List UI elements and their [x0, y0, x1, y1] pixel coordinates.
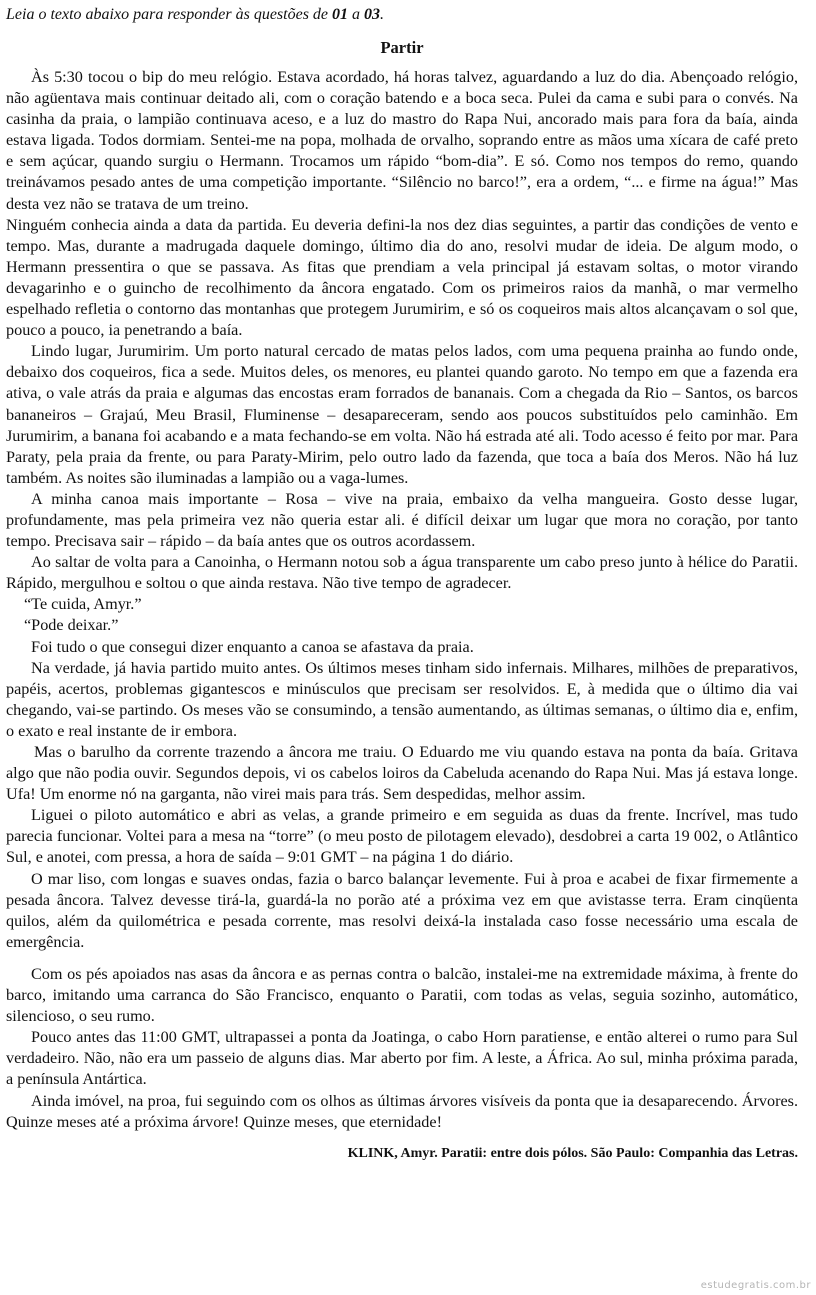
site-watermark: estudegratis.com.br [700, 1280, 811, 1291]
paragraph: Ninguém conhecia ainda a data da partida. Eu deveria defini-la nos dez dias seguintes, a partir das condições de vento e tempo. Mas, durante a madrugada daquele domingo, último dia do ano, resolvi mudar de ideia. De algum modo, o Hermann pressentira o que se passava. As fitas que prendiam a vela principal já estavam soltas, o motor virando devagarinho e o guincho de recolhimento da âncora engatado. Com os primeiros raios da manhã, o mar vermelho espelhado refletia o contorno das montanhas que protegem Jurumirim, e só os coqueiros mais altos alcançavam o sol que, pouco a pouco, ia penetrando a baía. [6, 215, 798, 340]
instruction-prefix: Leia o texto abaixo para responder às questões de [6, 6, 333, 23]
paragraph: A minha canoa mais importante – Rosa – vive na praia, embaixo da velha mangueira. Gosto desse lugar, profundamente, mas pela primeira vez não queria estar ali. é difícil deixar um lugar que mora no coração, por tanto tempo. Precisava sair – rápido – da baía antes que os outros acordassem. [6, 489, 798, 551]
instruction-question-from: 01 [332, 6, 349, 23]
dialogue-line: “Te cuida, Amyr.” [24, 595, 142, 614]
text-title: Partir [380, 38, 424, 57]
dialogue-line: “Pode deixar.” [24, 616, 119, 635]
paragraph: O mar liso, com longas e suaves ondas, fazia o barco balançar levemente. Fui à proa e acabei de fixar firmemente a pesada âncora. Talvez devesse tirá-la, guardá-la no porão até a próxima vez em que avistasse terra. Eram cinqüenta quilos, além da quilométrica e pesada corrente, mas resolvi deixá-la instalada caso fosse necessário uma escala de emergência. [6, 869, 798, 951]
instruction-middle: a [348, 6, 365, 23]
paragraph: Na verdade, já havia partido muito antes. Os últimos meses tinham sido infernais. Milhares, milhões de preparativos, papéis, acertos, problemas gigantescos e minúsculos que precisam ser resolvidos. E, à medida que o último dia vai chegando, vai-se partindo. Os meses vão se consumindo, a tensão aumentando, as últimas semanas, o último dia e, enfim, o exato e real instante de ir embora. [6, 658, 798, 740]
document-page [6, 0, 798, 1162]
instruction-suffix: . [380, 6, 385, 23]
paragraph: Mas o barulho da corrente trazendo a âncora me traiu. O Eduardo me viu quando estava na ponta da baía. Gritava algo que não podia ouvir. Segundos depois, vi os cabelos loiros da Cabeluda acenando do Rapa Nui. Mas já estava longe. Ufa! Um enorme nó na garganta, não virei mais para trás. Sem despedidas, melhor assim. [6, 743, 798, 804]
paragraph: Ao saltar de volta para a Canoinha, o Hermann notou sob a água transparente um cabo preso junto à hélice do Paratii. Rápido, mergulhou e soltou o que ainda restava. Não tive tempo de agradecer. [6, 553, 798, 593]
paragraph: Foi tudo o que consegui dizer enquanto a canoa se afastava da praia. [31, 637, 474, 656]
paragraph: Ainda imóvel, na proa, fui seguindo com os olhos as últimas árvores visíveis da ponta que ia desaparecendo. Árvores. Quinze meses até a próxima árvore! Quinze meses, que eternidade! [6, 1091, 798, 1131]
instruction-question-to: 03 [364, 6, 381, 23]
source-citation: KLINK, Amyr. Paratii: entre dois pólos. São Paulo: Companhia das Letras. [347, 1145, 798, 1161]
paragraph: Com os pés apoiados nas asas da âncora e as pernas contra o balcão, instalei-me na extremidade máxima, à frente do barco, imitando uma carranca do São Francisco, enquanto o Paratii, com todas as velas, seguia sozinho, automático, silencioso, o seu rumo. [6, 964, 798, 1026]
paragraph: Liguei o piloto automático e abri as velas, a grande primeiro e em seguida as duas da frente. Incrível, mas tudo parecia funcionar. Voltei para a mesa na “torre” (o meu posto de pilotagem elevado), desdobrei a carta 19 002, o Atlântico Sul, e anotei, com pressa, a hora de saída – 9:01 GMT – na página 1 do diário. [6, 806, 798, 867]
paragraph: Às 5:30 tocou o bip do meu relógio. Estava acordado, há horas talvez, aguardando a luz do dia. Abençoado relógio, não agüentava mais continuar deitado ali, com o coração batendo e a boca seca. Pulei da cama e subi para o convés. Na casinha da praia, o lampião continuava aceso, e a luz do mastro do Rapa Nui, ancorado mais para fora da baía, ainda estava ligada. Todos dormiam. Sentei-me na popa, molhada de orvalho, soprando entre as mãos uma xícara de café preto e sem açúcar, quando surgiu o Hermann. Trocamos um rápido “bom-dia”. E só. Como nos tempos do remo, quando treinávamos pesado antes de uma competição importante. “Silêncio no barco!”, era a ordem, “... e firme na água!” Mas desta vez não se tratava de um treino. [6, 68, 798, 213]
paragraph: Lindo lugar, Jurumirim. Um porto natural cercado de matas pelos lados, com uma pequena prainha ao fundo onde, debaixo dos coqueiros, fica a sede. Muitos deles, os menores, eu plantei quando garoto. No tempo em que a fazenda era ativa, o vale atrás da praia e algumas das encostas eram forrados de bananais. Com a chegada da Rio – Santos, os barcos bananeiros – Grajaú, Meu Brasil, Fluminense – desapareceram, sendo aos poucos substituídos pelo caminhão. Em Jurumirim, a banana foi acabando e a mata fechando-se em volta. Não há estrada até ali. Todo acesso é feito por mar. Para Paraty, pela praia da frente, ou para Paraty-Mirim, pelo outro lado da fazenda, que toca a baía dos Meros. Não há luz também. As noites são iluminadas a lampião ou a vaga-lumes. [6, 342, 798, 487]
paragraph: Pouco antes das 11:00 GMT, ultrapassei a ponta da Joatinga, o cabo Horn paratiense, e então alterei o rumo para Sul verdadeiro. Não, não era um passeio de alguns dias. Mar aberto por fim. A leste, a África. Ao sul, minha próxima parada, a península Antártica. [6, 1028, 798, 1089]
question-instruction [6, 4, 798, 25]
text-body [6, 67, 798, 1133]
